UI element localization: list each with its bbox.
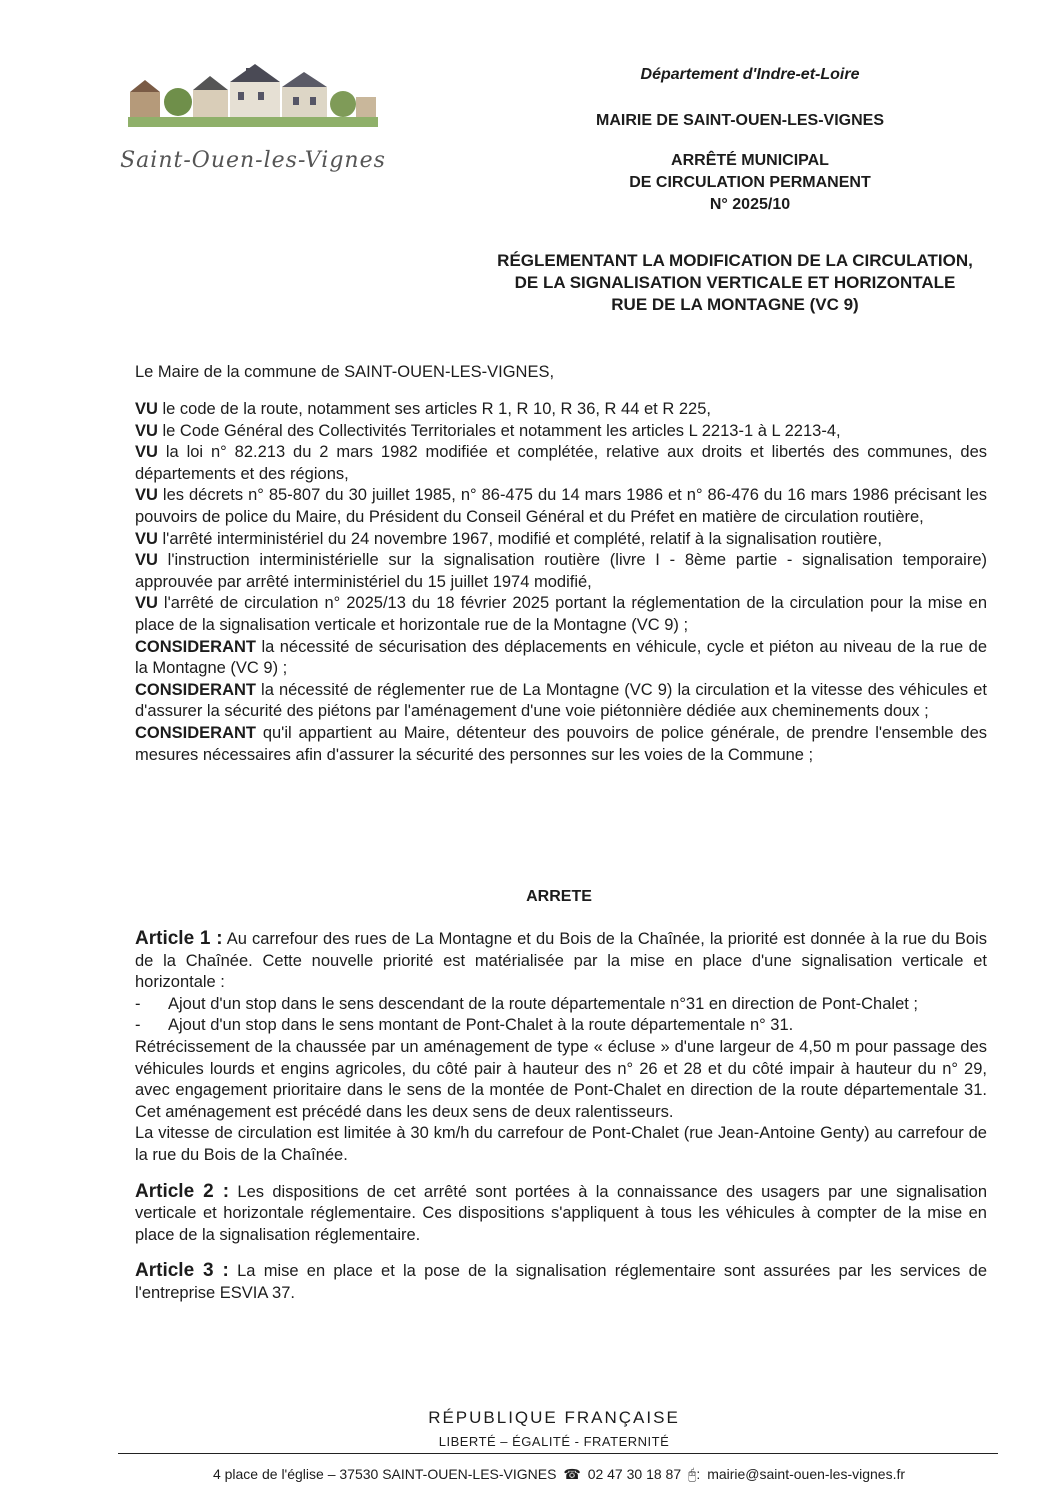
consideration-item: VU l'arrêté de circulation n° 2025/13 du 18 février 2025 portant la réglementation de la circulation pour la mise en place de la signalisation verticale et horizontale rue de la Montagne (VC 9) ; — [135, 594, 987, 634]
subject-line1: RÉGLEMENTANT LA MODIFICATION DE LA CIRCULATION, — [497, 251, 973, 270]
consideration-item: VU l'instruction interministérielle sur la signalisation routière (livre I - 8ème partie - signalisation temporaire) approuvée par arrêté interministériel du 15 juillet 1974 modifié, — [135, 551, 987, 591]
article-1: Article 1 : Au carrefour des rues de La Montagne et du Bois de la Chaînée, la priorité est donnée à la rue du Bois de la Chaînée. Cette nouvelle priorité est matérialisée par la mise en place d'une signalisation verticale et horizontale : — [135, 928, 987, 992]
consideration-item: CONSIDERANT la nécessité de réglementer rue de La Montagne (VC 9) la circulation et la vitesse des véhicules et d'assurer la sécurité des piétons par l'aménagement d'une voie piétonnière dédiée aux cheminements doux ; — [135, 680, 987, 721]
footer-devise: LIBERTÉ – ÉGALITÉ - FRATERNITÉ — [438, 1434, 670, 1449]
intro-text: Le Maire de la commune de SAINT-OUEN-LES-VIGNES, — [135, 363, 555, 381]
article-1-para3: La vitesse de circulation est limitée à 30 km/h du carrefour de Pont-Chalet (rue Jean-Antoine Genty) au carrefour de la rue du Bois de la Chaînée. — [135, 1124, 987, 1164]
footer-address: 4 place de l'église – 37530 SAINT-OUEN-LES-VIGNES — [212, 1466, 557, 1482]
footer-email[interactable]: mairie@saint-ouen-les-vignes.fr — [707, 1466, 906, 1482]
village-illustration — [118, 62, 388, 142]
consideration-item: VU la loi n° 82.213 du 2 mars 1982 modifiée et complétée, relative aux droits et libertés des communes, des départements et des régions, — [135, 443, 987, 483]
considerations-list — [135, 399, 987, 766]
arrete-title — [560, 150, 940, 216]
arrete-number: N° 2025/10 — [709, 196, 791, 213]
subject-line2: DE LA SIGNALISATION VERTICALE ET HORIZONTALE — [514, 273, 956, 292]
footer-phone: 02 47 30 18 87 — [587, 1466, 682, 1482]
footer-republique: RÉPUBLIQUE FRANÇAISE — [428, 1408, 680, 1427]
article-2-label: Article 2 : — [135, 1180, 230, 1202]
consideration-item: VU le Code Général des Collectivités Territoriales et notamment les articles L 2213-1 à L 2213-4, — [135, 421, 841, 440]
logo-text: Saint-Ouen-les-Vignes — [120, 148, 386, 173]
article-3-label: Article 3 : — [135, 1260, 229, 1282]
footer-divider — [118, 1453, 998, 1454]
arrete-line2: DE CIRCULATION PERMANENT — [629, 174, 871, 191]
articles — [135, 928, 987, 1305]
consideration-item: VU les décrets n° 85-807 du 30 juillet 1985, n° 86-475 du 14 mars 1986 et n° 86-476 du 16 mars 1986 précisant les pouvoirs de police du Maire, du Président du Conseil Général et du Préfet en matière de circulation routière, — [135, 486, 987, 526]
mairie-name: MAIRIE DE SAINT-OUEN-LES-VIGNES — [595, 112, 885, 129]
article-2: Article 2 : Les dispositions de cet arrêté sont portées à la connaissance des usagers par une signalisation verticale et horizontale réglementaire. Ces dispositions s'appliquent à tous les véhicules à compter de la mise en place de la signalisation réglementaire. — [135, 1180, 987, 1244]
arrete-subject — [470, 250, 1000, 316]
subject-line3: RUE DE LA MONTAGNE (VC 9) — [611, 295, 859, 314]
arrete-line1: ARRÊTÉ MUNICIPAL — [671, 152, 829, 169]
consideration-item: VU le code de la route, notamment ses articles R 1, R 10, R 36, R 44 et R 225, — [135, 400, 711, 418]
mouse-icon: 🖰: — [688, 1466, 701, 1482]
footer-address-line — [0, 1466, 1058, 1483]
consideration-item: CONSIDERANT qu'il appartient au Maire, détenteur des pouvoirs de police générale, de prendre l'ensemble des mesures nécessaires afin d'assurer la sécurité des personnes sur les voies de la Commune ; — [135, 723, 987, 764]
consideration-item: VU l'arrêté interministériel du 24 novembre 1967, modifié et complété, relatif à la signalisation routière, — [135, 529, 882, 548]
consideration-item: CONSIDERANT la nécessité de sécurisation des déplacements en véhicule, cycle et piéton au niveau de la rue de la Montagne (VC 9) ; — [135, 637, 987, 678]
arrete-heading: ARRETE — [526, 888, 592, 905]
article-1-para2: Rétrécissement de la chaussée par un aménagement de type « écluse » d'une largeur de 4,50 m pour passage des véhicules lourds et engins agricoles, du côté pair à hauteur des n° 26 et 28 et du côté impair à hauteur du n° 29, avec engagement prioritaire dans le sens de la montée de Pont-Chalet en direction de la route départementale 31. Cet aménagement est précédé dans les deux sens de deux ralentisseurs. — [135, 1037, 987, 1121]
municipal-logo — [118, 62, 388, 192]
phone-icon: ☎ — [563, 1466, 581, 1482]
department-name: Département d'Indre-et-Loire — [640, 66, 860, 83]
list-item: - Ajout d'un stop dans le sens montant de Pont-Chalet à la route départementale n° 31. — [135, 1016, 794, 1035]
article-3: Article 3 : La mise en place et la pose de la signalisation réglementaire sont assurées par les services de l'entreprise ESVIA 37. — [135, 1260, 987, 1302]
list-item: - Ajout d'un stop dans le sens descendant de la route départementale n°31 en direction de Pont-Chalet ; — [135, 994, 919, 1013]
article-1-label: Article 1 : — [135, 928, 223, 949]
